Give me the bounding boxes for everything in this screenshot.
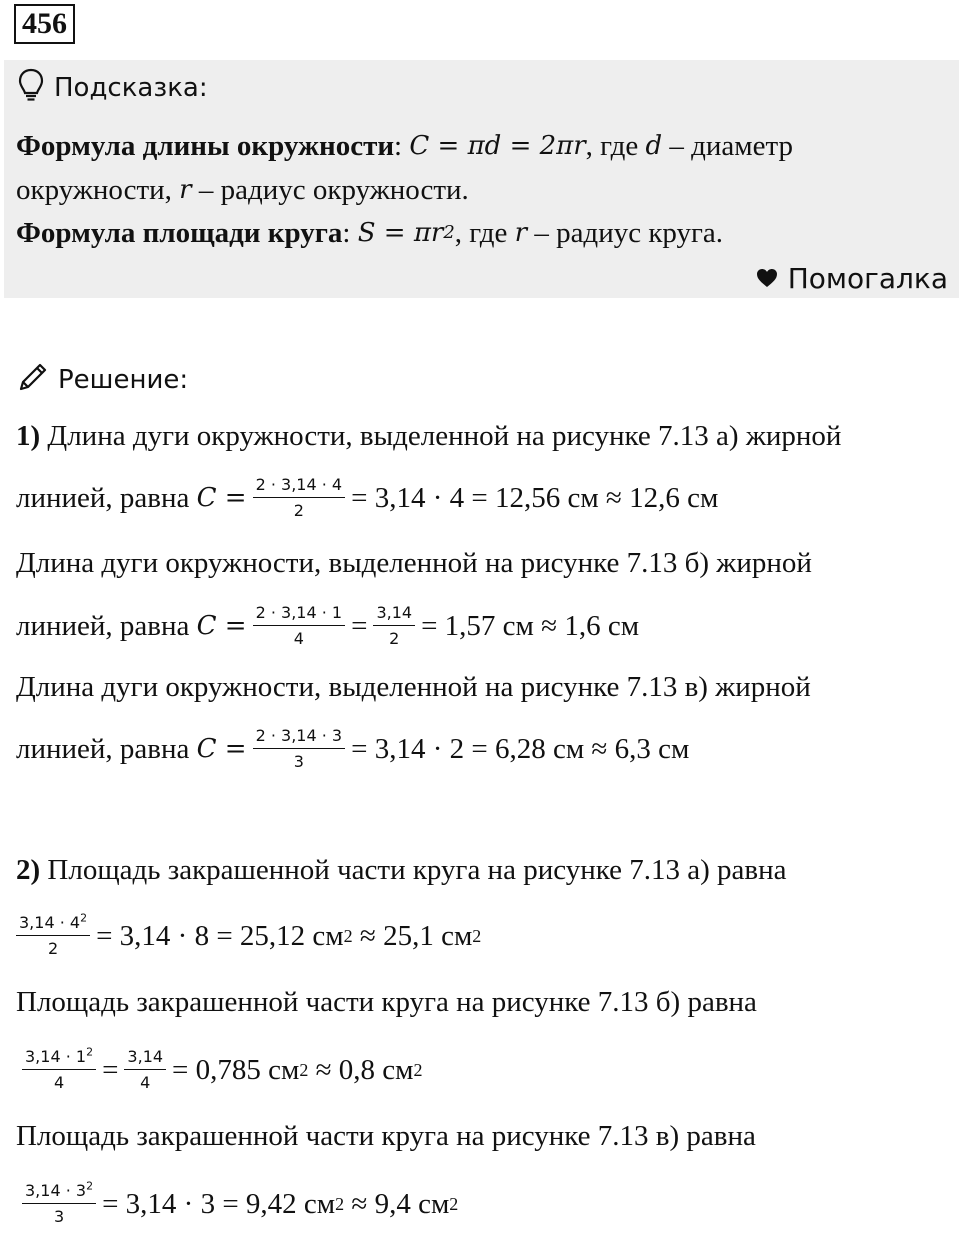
spacer (344, 1184, 351, 1224)
p2-a-text: Площадь закрашенной части круга на рисунке 7.13 а) равна (47, 854, 787, 886)
spacer (192, 170, 199, 210)
heart-icon (756, 262, 778, 295)
p2-b-numerator-exp: 2 (86, 1045, 94, 1059)
circumference-desc2: – диаметр (669, 130, 794, 162)
area-desc2: – радиус круга. (534, 217, 724, 249)
p1-b-numerator: 2 · 3,14 · 1 (253, 603, 346, 626)
p1-a-fraction (253, 475, 346, 521)
spacer (353, 916, 360, 956)
p1-c-line1 (16, 667, 811, 707)
p1-marker: 1) (16, 420, 41, 452)
p2-a-numerator (16, 913, 90, 936)
p1-b-line1 (16, 543, 812, 583)
p2-a-numerator-text: 3,14 · 4 (19, 913, 81, 932)
p1-b-rest: = 1,57 см ≈ 1,6 см (421, 610, 640, 642)
p1-b-denominator: 4 (293, 629, 304, 648)
credit-label: Помогалка (787, 261, 948, 295)
p1-a-rest: = 3,14 · 4 = 12,56 см ≈ 12,6 см (351, 482, 719, 514)
p2-c-line2: $\frac{3,14 \cdot 3^2}{3}$ = 3,14 · 3 = 9,42 см 2 ≈ 9,4 см 2 (16, 1176, 458, 1232)
p2-a-rest1: = 3,14 · 8 = 25,12 см (96, 920, 344, 952)
p2-b-rest1: = 0,785 см (172, 1054, 300, 1086)
p1-c-text: Длина дуги окружности, выделенной на рисунке 7.13 в) жирной (16, 671, 811, 703)
area-formula: S = πr (357, 218, 444, 248)
circumference-var-d: d (645, 131, 663, 161)
p2-c-rest2: ≈ 9,4 см (351, 1188, 450, 1220)
spacer (172, 170, 179, 210)
p1-c-prefix: линией, равна (16, 733, 190, 765)
circumference-var-r: r (179, 175, 192, 205)
pencil-icon (16, 360, 50, 401)
p2-a-line2: $\frac{3,14 \cdot 4^2}{2}$ = 3,14 · 8 = 25,12 см 2 ≈ 25,1 см 2 (10, 908, 481, 964)
p2-c-rest1: = 3,14 · 3 = 9,42 см (102, 1188, 336, 1220)
p2-a-fraction (16, 913, 90, 959)
spacer (40, 416, 47, 456)
spacer (40, 850, 47, 890)
hint-header-label: Подсказка: (54, 73, 208, 103)
p2-b-line1 (16, 982, 757, 1022)
p2-marker: 2) (16, 854, 41, 886)
p2-b-denominator: 4 (53, 1073, 65, 1092)
p1-a-line1 (16, 416, 841, 456)
circumference-formula: C = πd = 2πr (409, 131, 586, 161)
p1-c-denominator: 3 (293, 752, 304, 771)
p2-b-numerator (22, 1047, 96, 1070)
p2-b-fraction (22, 1047, 96, 1093)
colon: : (394, 130, 410, 162)
p2-b-numerator-text: 3,14 · 1 (25, 1047, 87, 1066)
p2-b-denominator2: 4 (140, 1073, 151, 1092)
p1-a-numerator: 2 · 3,14 · 4 (253, 475, 346, 498)
p2-c-numerator (22, 1181, 96, 1204)
p1-b-eq: = (351, 610, 368, 642)
p1-c-var: C = (196, 734, 247, 764)
circumference-label: Формула длины окружности (16, 130, 395, 162)
p2-b-text: Площадь закрашенной части круга на рисунке 7.13 б) равна (16, 986, 757, 1018)
spacer (189, 606, 196, 646)
spacer (189, 478, 196, 518)
circumference-line2a: окружности, (16, 174, 172, 206)
p1-a-var: C = (196, 483, 247, 513)
p2-a-rest2: ≈ 25,1 см (359, 920, 473, 952)
p2-c-denominator: 3 (53, 1207, 65, 1226)
circumference-line2b: – радиус окружности. (198, 174, 469, 206)
p1-a-line2 (16, 470, 718, 526)
p1-a-text: Длина дуги окружности, выделенной на рисунке 7.13 а) жирной (47, 420, 842, 452)
area-desc1: , где (454, 217, 508, 249)
spacer (189, 729, 196, 769)
p1-b-prefix: линией, равна (16, 610, 190, 642)
p1-b-numerator2: 3,14 (373, 603, 415, 626)
hint-circumference-line1 (16, 126, 793, 166)
p2-b-rest2: ≈ 0,8 см (315, 1054, 414, 1086)
p1-c-line2 (16, 721, 689, 777)
problem-number: 456 (14, 4, 75, 44)
p1-c-fraction (253, 726, 346, 772)
hint-header (18, 68, 208, 108)
p1-c-numerator: 2 · 3,14 · 3 (253, 726, 346, 749)
p2-b-line2: $\frac{3,14 \cdot 1^2}{4}$ = $\frac{3,14}{4}$ = 0,785 см 2 ≈ 0,8 см 2 (16, 1042, 423, 1098)
colon: : (342, 217, 358, 249)
spacer (638, 126, 645, 166)
p2-c-text: Площадь закрашенной части круга на рисунке 7.13 в) равна (16, 1120, 756, 1152)
solution-header-label: Решение: (58, 365, 189, 395)
p1-b-var: C = (196, 611, 247, 641)
p1-b-fraction (253, 603, 346, 649)
p1-a-prefix: линией, равна (16, 482, 190, 514)
p2-a-numerator-exp: 2 (80, 911, 88, 925)
p2-c-numerator-exp: 2 (86, 1179, 94, 1193)
hint-area-line: Формула площади круга : S = πr 2 , где r – радиус круга. (16, 213, 723, 253)
p1-b-denominator2: 2 (389, 629, 400, 648)
hint-circumference-line2 (16, 170, 469, 210)
p2-b-numerator2: 3,14 (124, 1047, 166, 1070)
p2-b-fraction2 (124, 1047, 166, 1093)
p2-a-line1 (16, 850, 786, 890)
lightbulb-icon (18, 68, 44, 109)
area-var-r: r (514, 218, 528, 248)
spacer (308, 1050, 315, 1090)
p2-b-eq: = (102, 1054, 119, 1086)
p1-b-fraction2 (373, 603, 415, 649)
p2-a-denominator: 2 (47, 939, 59, 958)
area-label: Формула площади круга (16, 217, 343, 249)
credit (756, 260, 948, 296)
p1-c-rest: = 3,14 · 2 = 6,28 см ≈ 6,3 см (351, 733, 690, 765)
solution-header (16, 360, 188, 400)
circumference-desc1: , где (585, 130, 639, 162)
p1-b-text: Длина дуги окружности, выделенной на рисунке 7.13 б) жирной (16, 547, 812, 579)
p2-c-line1 (16, 1116, 756, 1156)
p1-a-denominator: 2 (293, 501, 304, 520)
p2-c-fraction (22, 1181, 96, 1227)
p1-b-line2 (16, 598, 639, 654)
p2-c-numerator-text: 3,14 · 3 (25, 1181, 87, 1200)
spacer (507, 213, 514, 253)
